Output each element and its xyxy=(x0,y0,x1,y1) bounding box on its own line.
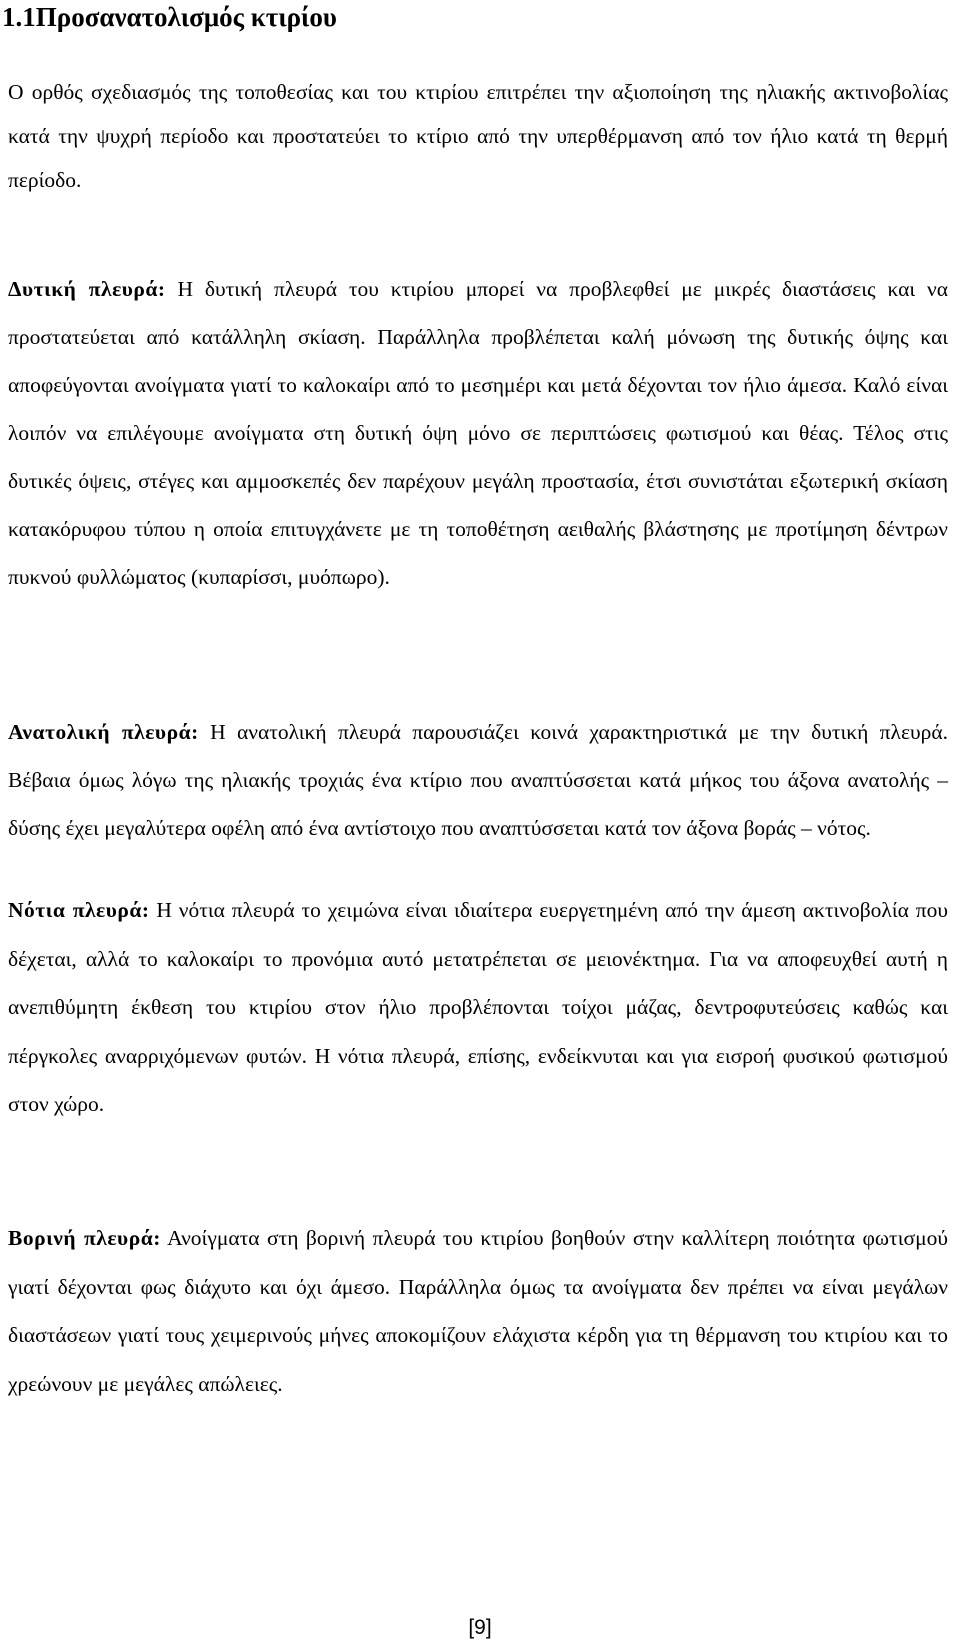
south-side-paragraph xyxy=(8,886,948,1129)
south-side-text: Η νότια πλευρά το χειμώνα είναι ιδιαίτερα ευεργετημένη από την άμεση ακτινοβολία που δέχεται, αλλά το καλοκαίρι το προνόμια αυτό μετατρέπεται σε μειονέκτημα. Για να αποφευχθεί αυτή η ανεπιθύμητη έκθεση του κτιρίου στον ήλιο προβλέπονται τοίχοι μάζας, δεντροφυτεύσεις καθώς και πέργκολες αναρριχόμενων φυτών. Η νότια πλευρά, επίσης, ενδείκνυται και για εισροή φυσικού φωτισμού στον χώρο. xyxy=(8,898,948,1116)
section-heading: 1.1Προσανατολισμός κτιρίου xyxy=(2,2,337,32)
north-side-text: Ανοίγματα στη βορινή πλευρά του κτιρίου βοηθούν στην καλλίτερη ποιότητα φωτισμού γιατί δέχονται φως διάχυτο και όχι άμεσο. Παράλληλα όμως τα ανοίγματα δεν πρέπει να είναι μεγάλων διαστάσεων γιατί τους χειμερινούς μήνες αποκομίζουν ελάχιστα κέρδη για τη θέρμανση του κτιρίου και το χρεώνουν με μεγάλες απώλειες. xyxy=(8,1226,948,1396)
west-side-label: Δυτική πλευρά: xyxy=(8,277,166,301)
intro-paragraph xyxy=(8,70,948,202)
west-side-paragraph xyxy=(8,265,948,601)
east-side-paragraph xyxy=(8,708,948,852)
east-side-label: Ανατολική πλευρά: xyxy=(8,720,199,744)
north-side-paragraph xyxy=(8,1214,948,1408)
page-number: [9] xyxy=(468,1616,492,1639)
west-side-text: Η δυτική πλευρά του κτιρίου μπορεί να προβλεφθεί με μικρές διαστάσεις και να προστατεύεται από κατάλληλη σκίαση. Παράλληλα προβλέπεται καλή μόνωση της δυτικής όψης και αποφεύγονται ανοίγματα γιατί το καλοκαίρι από το μεσημέρι και μετά δέχονται τον ήλιο άμεσα. Καλό είναι λοιπόν να επιλέγουμε ανοίγματα στη δυτική όψη μόνο σε περιπτώσεις φωτισμού και θέας. Τέλος στις δυτικές όψεις, στέγες και αμμοσκεπές δεν παρέχουν μεγάλη προστασία, έτσι συνιστάται εξωτερική σκίαση κατακόρυφου τύπου η οποία επιτυγχάνετε με τη τοποθέτηση αειθαλής βλάστησης με προτίμηση δέντρων πυκνού φυλλώματος (κυπαρίσσι, μυόπωρο). xyxy=(8,277,948,589)
north-side-label: Βορινή πλευρά: xyxy=(8,1226,161,1250)
east-side-text: Η ανατολική πλευρά παρουσιάζει κοινά χαρακτηριστικά με την δυτική πλευρά. Βέβαια όμως λόγω της ηλιακής τροχιάς ένα κτίριο που αναπτύσσεται κατά μήκος του άξονα ανατολής – δύσης έχει μεγαλύτερα οφέλη από ένα αντίστοιχο που αναπτύσσεται κατά τον άξονα βοράς – νότος. xyxy=(8,720,949,840)
south-side-label: Νότια πλευρά: xyxy=(8,898,150,922)
intro-text: Ο ορθός σχεδιασμός της τοποθεσίας και του κτιρίου επιτρέπει την αξιοποίηση της ηλιακής ακτινοβολίας κατά την ψυχρή περίοδο και προστατεύει το κτίριο από την υπερθέρμανση από τον ήλιο κατά τη θερμή περίοδο. xyxy=(8,80,948,192)
